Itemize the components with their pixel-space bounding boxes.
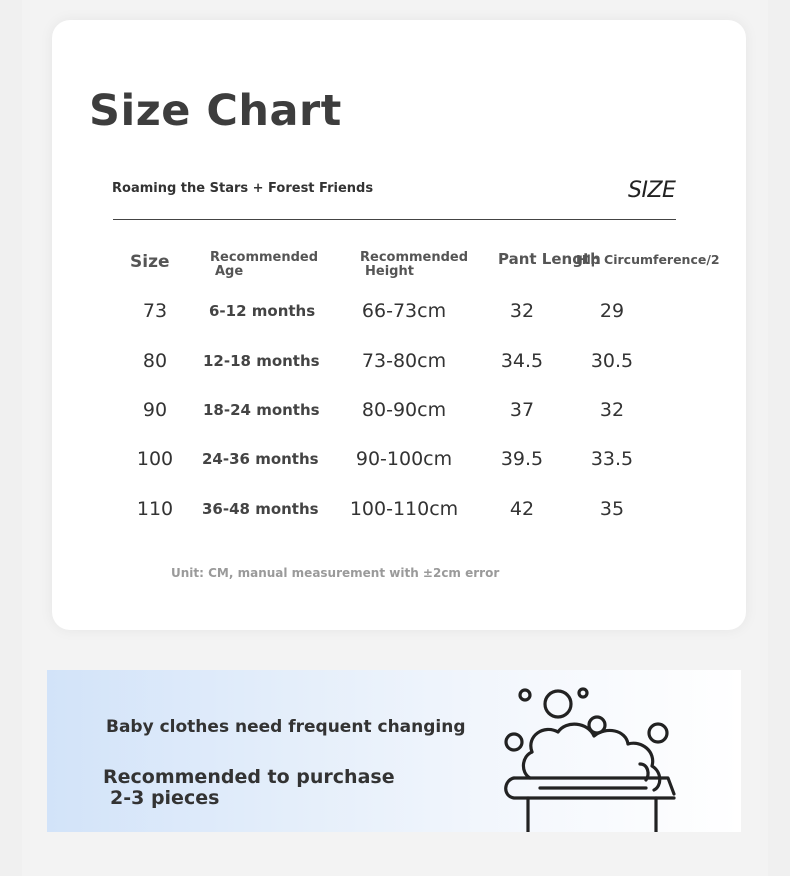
header-age-line2: Age bbox=[215, 264, 244, 279]
cell-height: 66-73cm bbox=[361, 300, 447, 322]
cell-height: 90-100cm bbox=[355, 448, 453, 470]
cell-size: 73 bbox=[142, 300, 168, 322]
page-title: Size Chart bbox=[89, 86, 342, 136]
banner-line-2 bbox=[103, 767, 395, 809]
cell-height: 80-90cm bbox=[361, 399, 447, 421]
banner-line-1: Baby clothes need frequent changing bbox=[106, 717, 466, 737]
cell-hip: 30.5 bbox=[590, 350, 634, 372]
cell-pant-length: 32 bbox=[509, 300, 535, 322]
collection-subtitle: Roaming the Stars + Forest Friends bbox=[112, 181, 374, 196]
cell-hip: 33.5 bbox=[590, 448, 634, 470]
header-hip-circumference: Hip Circumference/2 bbox=[576, 252, 720, 267]
size-label: SIZE bbox=[628, 178, 676, 203]
cell-height: 73-80cm bbox=[361, 350, 447, 372]
divider bbox=[113, 219, 676, 220]
laundry-basin-bubbles-icon bbox=[496, 682, 686, 832]
cell-pant-length: 34.5 bbox=[500, 350, 544, 372]
cell-age: 18-24 months bbox=[203, 401, 320, 419]
banner-line-2b: 2-3 pieces bbox=[110, 787, 220, 809]
cell-size: 100 bbox=[136, 448, 174, 470]
header-pant-length: Pant Length bbox=[498, 250, 601, 268]
cell-pant-length: 39.5 bbox=[500, 448, 544, 470]
header-height-line1: Recommended bbox=[360, 250, 469, 265]
cell-age: 24-36 months bbox=[202, 450, 319, 468]
cell-hip: 32 bbox=[599, 399, 625, 421]
header-height-line2: Height bbox=[365, 264, 414, 279]
cell-size: 110 bbox=[136, 498, 174, 520]
cell-hip: 29 bbox=[599, 300, 625, 322]
header-age bbox=[210, 251, 318, 279]
cell-height: 100-110cm bbox=[349, 498, 459, 520]
measurement-note: Unit: CM, manual measurement with ±2cm error bbox=[171, 566, 500, 580]
banner-line-2a: Recommended to purchase bbox=[103, 766, 395, 788]
cell-pant-length: 37 bbox=[509, 399, 535, 421]
header-height bbox=[360, 251, 468, 279]
header-size: Size bbox=[130, 252, 170, 272]
cell-age: 12-18 months bbox=[203, 352, 320, 370]
cell-size: 90 bbox=[142, 399, 168, 421]
cell-age: 6-12 months bbox=[209, 302, 316, 320]
header-age-line1: Recommended bbox=[210, 250, 319, 265]
cell-hip: 35 bbox=[599, 498, 625, 520]
cell-age: 36-48 months bbox=[202, 500, 319, 518]
cell-size: 80 bbox=[142, 350, 168, 372]
cell-pant-length: 42 bbox=[509, 498, 535, 520]
